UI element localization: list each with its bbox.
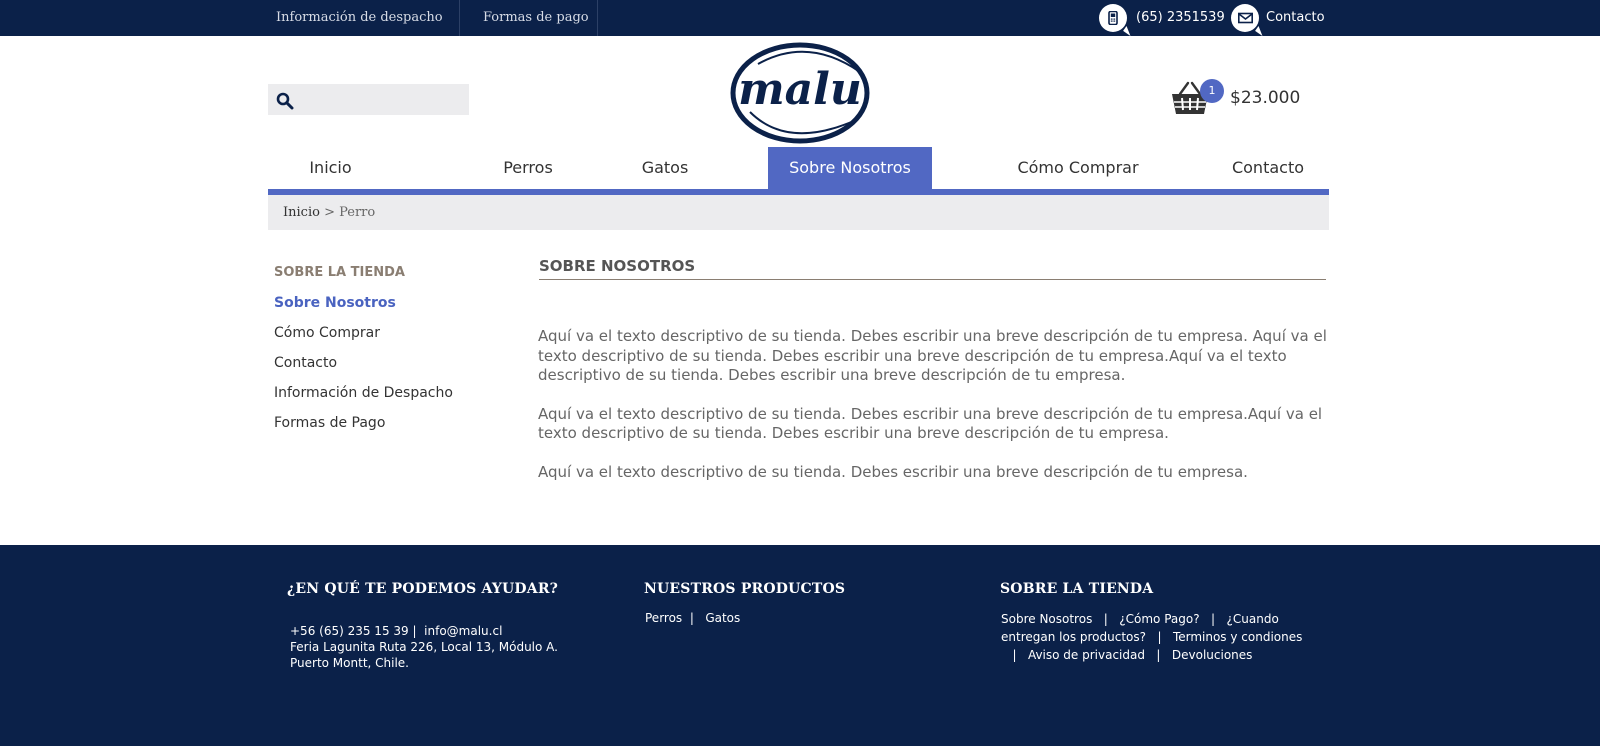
footer-link-perros[interactable]: Perros (645, 611, 683, 625)
search-box (268, 84, 469, 115)
sidebar-item-sobre-nosotros[interactable]: Sobre Nosotros (274, 295, 396, 311)
sidebar-item-contacto[interactable]: Contacto (274, 355, 338, 371)
footer-separator: | (1092, 612, 1120, 626)
footer-link-sobre-nosotros[interactable]: Sobre Nosotros (1001, 612, 1093, 626)
footer-link-terminos[interactable]: Terminos y condiones (1172, 630, 1303, 644)
nav-item-contacto[interactable]: Contacto (1231, 158, 1305, 177)
page-content (538, 327, 1330, 501)
sidebar-item-como-comprar[interactable]: Cómo Comprar (274, 325, 380, 341)
footer-separator: | (1144, 648, 1172, 662)
nav-item-inicio[interactable]: Inicio (309, 158, 352, 177)
nav-item-perros[interactable]: Perros (503, 158, 553, 177)
sidebar-menu (274, 293, 453, 443)
footer (0, 545, 1600, 746)
footer-link-cuando-entregan[interactable]: ¿Cuando entregan los productos? (1001, 612, 1279, 644)
nav-item-sobre-nosotros[interactable]: Sobre Nosotros (768, 147, 932, 189)
top-bar (0, 0, 1600, 36)
footer-products-links (644, 610, 944, 626)
breadcrumb-current: Perro (339, 205, 376, 220)
footer-email[interactable]: info@malu.cl (424, 624, 503, 638)
sidebar-title: SOBRE LA TIENDA (274, 265, 405, 280)
main-nav (268, 147, 1329, 189)
malu-logo[interactable] (728, 42, 872, 146)
footer-link-aviso-privacidad[interactable]: Aviso de privacidad (1027, 648, 1145, 662)
nav-item-gatos[interactable]: Gatos (641, 158, 689, 177)
search-input[interactable] (302, 84, 462, 115)
payment-methods-link[interactable]: Formas de pago (483, 10, 589, 25)
breadcrumb-separator: > (319, 205, 340, 220)
footer-help-column (287, 581, 617, 671)
footer-link-como-pago[interactable]: ¿Cómo Pago? (1119, 612, 1200, 626)
sidebar-item-informacion-despacho[interactable]: Información de Despacho (274, 385, 453, 401)
footer-separator: | (682, 611, 706, 625)
nav-item-como-comprar[interactable]: Cómo Comprar (1017, 158, 1139, 177)
contact-link[interactable]: Contacto (1266, 10, 1325, 25)
footer-contact-info (287, 623, 617, 671)
footer-address-line2: Puerto Montt, Chile. (290, 656, 409, 670)
footer-separator: | (408, 624, 425, 638)
footer-help-title: ¿EN QUÉ TE PODEMOS AYUDAR? (287, 581, 559, 597)
content-paragraph: Aquí va el texto descriptivo de su tienda. Debes escribir una breve descripción de tu empresa.Aquí va el texto descriptivo de su tienda. Debes escribir una breve descripción de tu empresa. (538, 404, 1323, 442)
footer-products-column (644, 581, 944, 626)
breadcrumb-home[interactable]: Inicio (283, 205, 320, 220)
footer-store-title: SOBRE LA TIENDA (1000, 581, 1154, 597)
footer-separator: | (1199, 612, 1227, 626)
page-title: SOBRE NOSOTROS (539, 257, 1326, 280)
footer-link-devoluciones[interactable]: Devoluciones (1171, 648, 1253, 662)
cart-count-badge[interactable]: 1 (1200, 79, 1224, 103)
footer-link-gatos[interactable]: Gatos (705, 611, 741, 625)
footer-store-column (1000, 581, 1320, 664)
topbar-divider (597, 0, 598, 36)
content-paragraph: Aquí va el texto descriptivo de su tienda. Debes escribir una breve descripción de tu empresa. (538, 462, 1248, 481)
footer-store-links (1000, 610, 1320, 664)
breadcrumb (268, 195, 1329, 230)
mail-icon (1231, 4, 1259, 32)
topbar-divider (459, 0, 460, 36)
footer-address-line1: Feria Lagunita Ruta 226, Local 13, Módulo A. (290, 640, 558, 654)
sidebar-item-formas-pago[interactable]: Formas de Pago (274, 415, 386, 431)
content-paragraph: Aquí va el texto descriptivo de su tienda. Debes escribir una breve descripción de tu empresa. Aquí va el texto descriptivo de su tienda. Debes escribir una breve descripción de tu empresa.Aquí va el texto descriptivo de su tienda. Debes escribir una breve descripción de tu empresa. (538, 327, 1327, 384)
shipping-info-link[interactable]: Información de despacho (276, 10, 443, 25)
cart-total[interactable]: $23.000 (1230, 88, 1301, 108)
phone-number[interactable]: (65) 2351539 (1136, 10, 1225, 25)
footer-separator: | (1146, 630, 1173, 644)
phone-icon (1099, 4, 1127, 32)
footer-phone[interactable]: +56 (65) 235 15 39 (290, 624, 409, 638)
footer-separator: | (1001, 648, 1028, 662)
logo-text: malu (738, 64, 862, 115)
search-icon[interactable] (276, 92, 294, 110)
footer-products-title: NUESTROS PRODUCTOS (644, 581, 846, 597)
